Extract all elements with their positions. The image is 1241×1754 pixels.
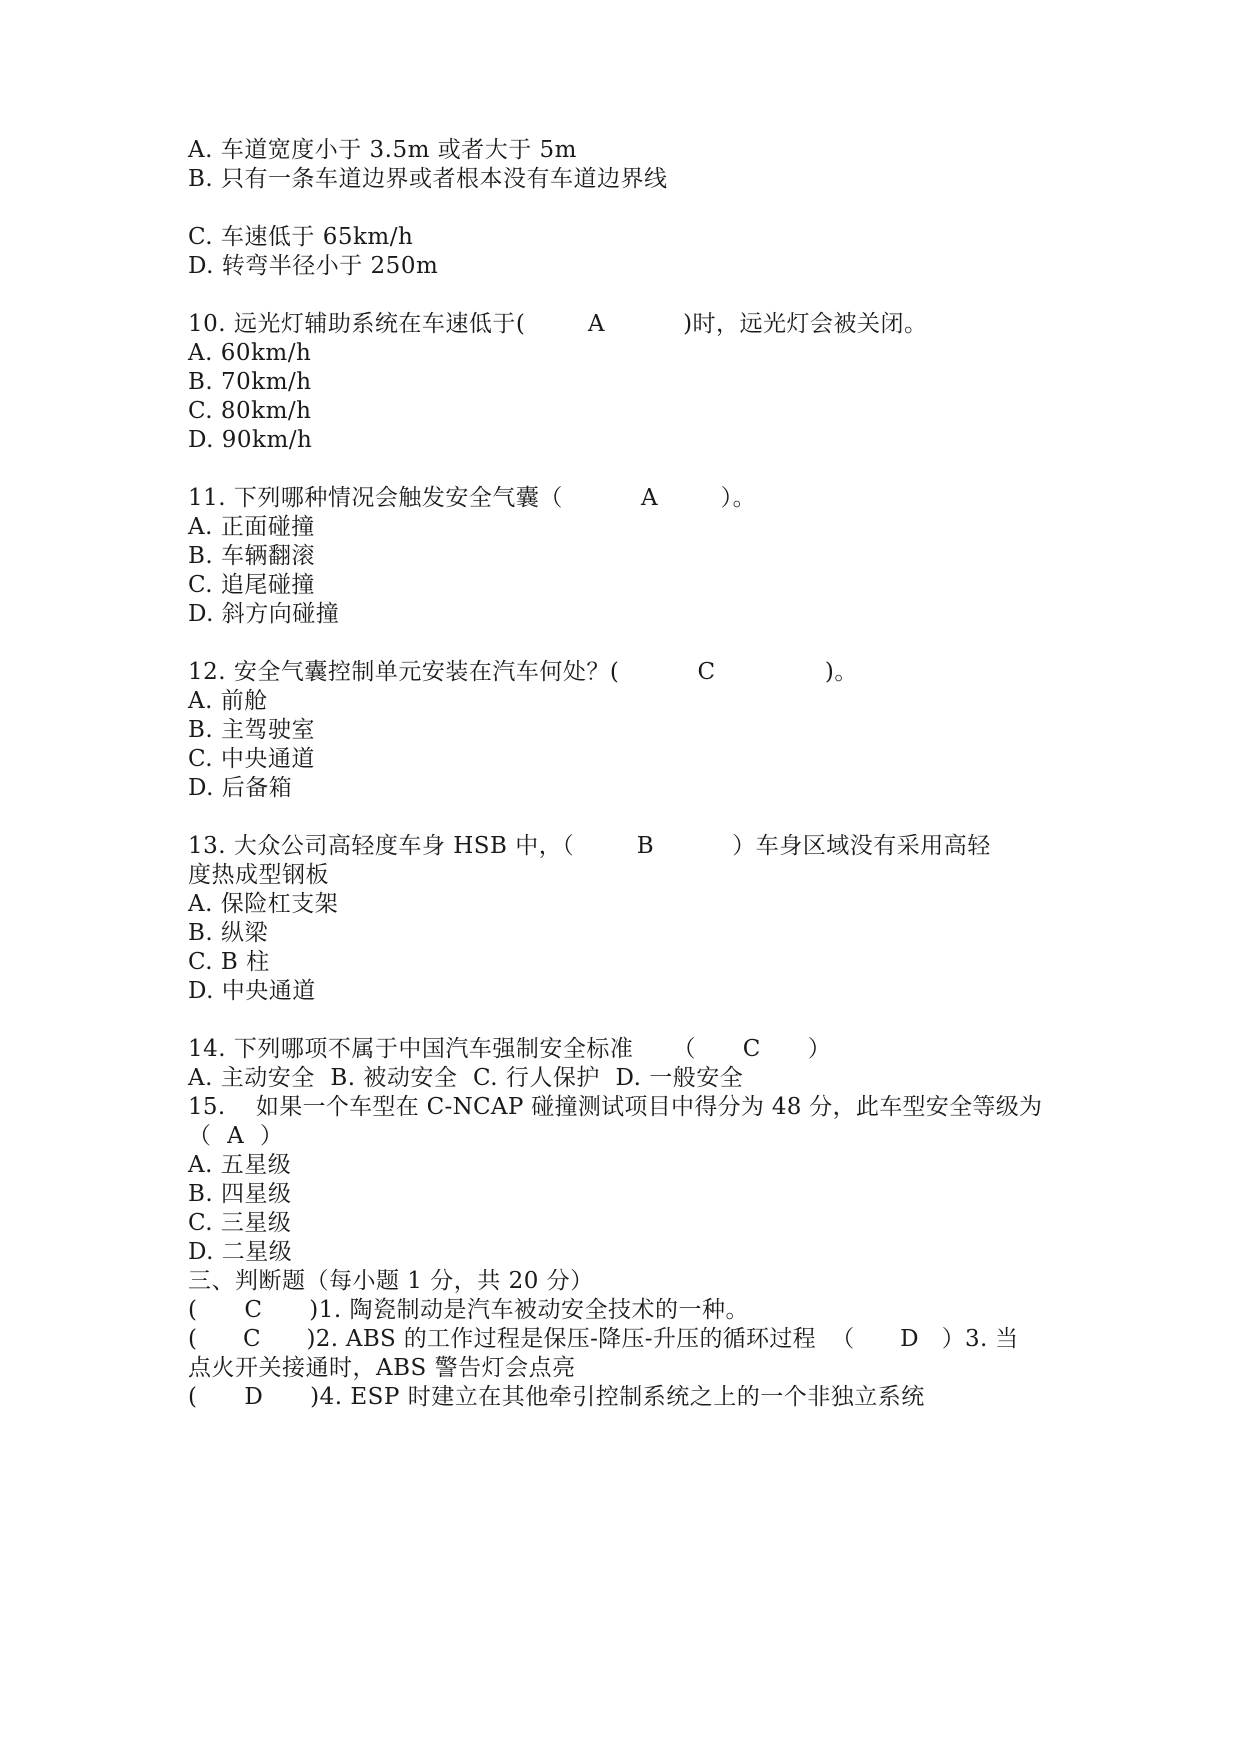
q11-option-a: A. 正面碰撞 — [188, 514, 315, 540]
option-a-lane-width: A. 车道宽度小于 3.5m 或者大于 5m — [188, 137, 577, 163]
q13-option-c: C. B 柱 — [188, 949, 270, 975]
question-13: 13. 大众公司高轻度车身 HSB 中，（ B ）车身区域没有采用高轻 — [188, 833, 991, 859]
question-12: 12. 安全气囊控制单元安装在汽车何处？( C )。 — [188, 659, 858, 685]
q12-option-c: C. 中央通道 — [188, 746, 315, 772]
question-11: 11. 下列哪种情况会触发安全气囊（ A ）。 — [188, 485, 757, 511]
q13-option-b: B. 纵梁 — [188, 920, 269, 946]
q12-option-d: D. 后备箱 — [188, 775, 293, 801]
tf-item-1: ( C )1. 陶瓷制动是汽车被动安全技术的一种。 — [188, 1297, 750, 1323]
q11-option-d: D. 斜方向碰撞 — [188, 601, 340, 627]
tf-item-3-continued: 点火开关接通时，ABS 警告灯会点亮 — [188, 1355, 576, 1381]
q13-option-a: A. 保险杠支架 — [188, 891, 339, 917]
q15-option-a: A. 五星级 — [188, 1152, 292, 1178]
q12-option-b: B. 主驾驶室 — [188, 717, 316, 743]
section-heading-true-false: 三、判断题（每小题 1 分，共 20 分） — [188, 1268, 594, 1294]
tf-item-4: ( D )4. ESP 时建立在其他牵引控制系统之上的一个非独立系统 — [188, 1384, 925, 1410]
q15-answer: （ A ） — [188, 1123, 284, 1149]
q15-option-b: B. 四星级 — [188, 1181, 292, 1207]
q10-option-c: C. 80km/h — [188, 398, 312, 424]
q11-option-b: B. 车辆翻滚 — [188, 543, 316, 569]
option-b-lane-boundary: B. 只有一条车道边界或者根本没有车道边界线 — [188, 166, 668, 192]
option-d-turn-radius: D. 转弯半径小于 250m — [188, 253, 439, 279]
q10-option-b: B. 70km/h — [188, 369, 312, 395]
q13-option-d: D. 中央通道 — [188, 978, 316, 1004]
q10-option-d: D. 90km/h — [188, 427, 313, 453]
q10-option-a: A. 60km/h — [188, 340, 312, 366]
question-13-continued: 度热成型钢板 — [188, 862, 329, 888]
q15-option-d: D. 二星级 — [188, 1239, 293, 1265]
question-15: 15. 如果一个车型在 C-NCAP 碰撞测试项目中得分为 48 分，此车型安全等级为 — [188, 1094, 1043, 1120]
option-c-speed: C. 车速低于 65km/h — [188, 224, 414, 250]
q12-option-a: A. 前舱 — [188, 688, 268, 714]
question-14: 14. 下列哪项不属于中国汽车强制安全标准 （ C ） — [188, 1036, 832, 1062]
q15-option-c: C. 三星级 — [188, 1210, 292, 1236]
q11-option-c: C. 追尾碰撞 — [188, 572, 315, 598]
question-10: 10. 远光灯辅助系统在车速低于( A )时，远光灯会被关闭。 — [188, 311, 928, 337]
q14-options: A. 主动安全 B. 被动安全 C. 行人保护 D. 一般安全 — [188, 1065, 744, 1091]
tf-item-2-3: ( C )2. ABS 的工作过程是保压-降压-升压的循环过程 （ D ）3. 当 — [188, 1326, 1019, 1352]
